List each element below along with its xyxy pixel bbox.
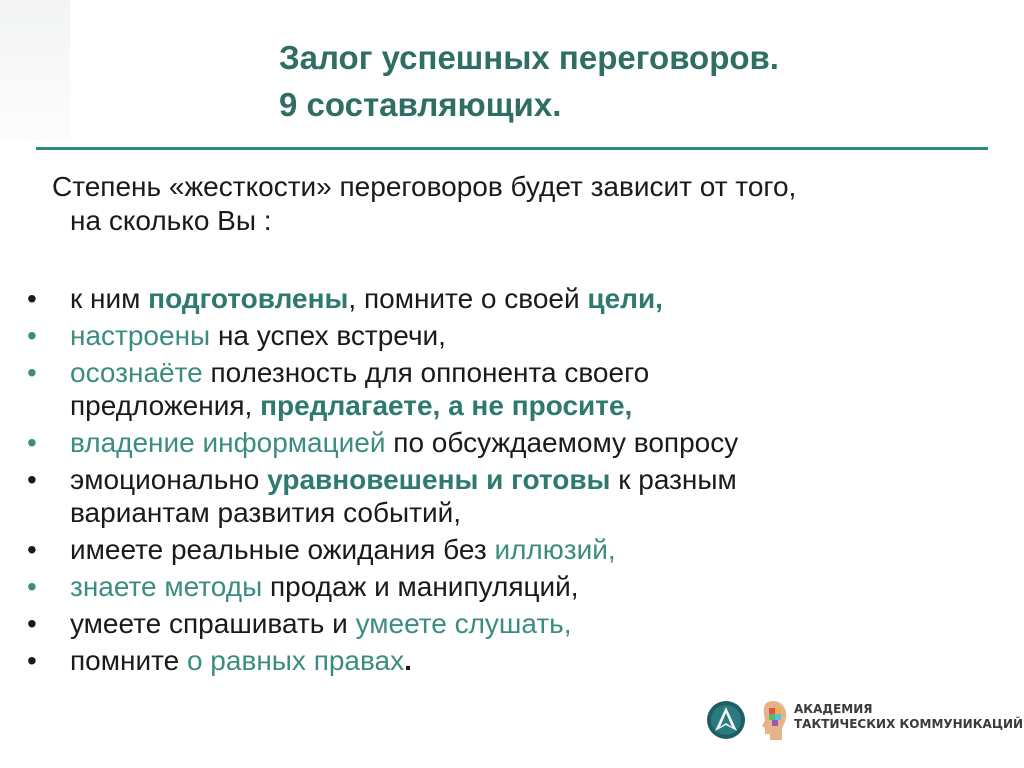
head-profile-icon — [760, 698, 790, 742]
bullet-icon: • — [27, 427, 37, 458]
item-highlight: осознаёте — [70, 357, 203, 388]
title-divider — [36, 147, 988, 150]
item-highlight: уравновешены и готовы — [267, 464, 611, 495]
criteria-list — [27, 282, 738, 681]
bullet-icon: • — [27, 645, 37, 676]
bullet-icon: • — [27, 571, 37, 602]
corner-decoration — [0, 0, 70, 140]
intro-line-2: на сколько Вы : — [70, 205, 272, 236]
list-item-expectations — [27, 533, 738, 566]
list-item-prepared — [27, 282, 738, 315]
academy-emblem-icon — [706, 700, 746, 740]
bullet-icon: • — [27, 320, 37, 351]
title-line-1: Залог успешных переговоров. — [279, 39, 779, 76]
slide-title — [279, 34, 779, 128]
intro-text — [52, 170, 796, 238]
item-text: к разным — [610, 464, 737, 495]
bullet-icon: • — [27, 464, 37, 495]
list-item-information — [27, 426, 738, 459]
item-text: к ним — [70, 283, 149, 314]
bullet-icon: • — [27, 534, 37, 565]
bullet-icon: • — [27, 357, 37, 388]
bullet-icon: • — [27, 283, 37, 314]
item-text: продаж и манипуляций, — [262, 571, 579, 602]
item-text: предложения, — [70, 390, 261, 421]
list-item-ask-listen — [27, 607, 738, 640]
list-item-tuned — [27, 319, 738, 352]
item-highlight: иллюзий, — [494, 534, 616, 565]
item-text: умеете спрашивать и — [70, 608, 356, 639]
item-highlight: предлагаете, а не просите, — [260, 390, 633, 421]
item-highlight: настроены — [70, 320, 211, 351]
academy-logo — [706, 698, 1024, 748]
item-text: имеете реальные ожидания без — [70, 534, 495, 565]
list-item-aware — [27, 356, 738, 422]
item-highlight: цели, — [587, 283, 663, 314]
item-text: . — [404, 645, 412, 676]
item-highlight: о равных правах — [186, 645, 405, 676]
title-line-2: 9 составляющих. — [279, 86, 562, 123]
academy-name — [794, 702, 1023, 732]
item-highlight: знаете методы — [70, 571, 263, 602]
item-highlight: умеете слушать, — [355, 608, 572, 639]
item-text: вариантам развития событий, — [70, 497, 462, 528]
item-text: по обсуждаемому вопросу — [385, 427, 739, 458]
list-item-methods — [27, 570, 738, 603]
list-item-equal-rights — [27, 644, 738, 677]
item-text: полезность для оппонента своего — [202, 357, 650, 388]
intro-line-1: Степень «жесткости» переговоров будет зависит от того, — [52, 171, 797, 202]
logo-line-2: ТАКТИЧЕСКИХ КОММУНИКАЦИЙ — [794, 717, 1024, 731]
item-highlight: подготовлены — [148, 283, 349, 314]
item-text: помните — [70, 645, 187, 676]
item-highlight: владение информацией — [70, 427, 386, 458]
list-item-balanced — [27, 463, 738, 529]
logo-line-1: АКАДЕМИЯ — [794, 702, 873, 716]
item-text: эмоционально — [70, 464, 268, 495]
item-text: , помните о своей — [348, 283, 588, 314]
bullet-icon: • — [27, 608, 37, 639]
item-text: на успех встречи, — [210, 320, 446, 351]
